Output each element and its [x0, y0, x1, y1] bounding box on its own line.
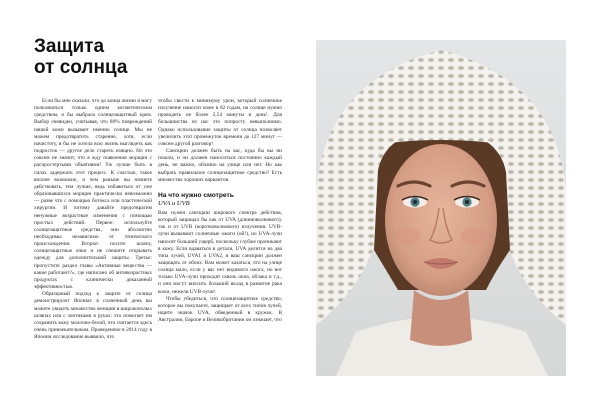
paragraph: Чтобы убедиться, что солнцезащитное средство, которое вы покупаете, защищает от всех типов лучей, ищите значок UVA, обведенный в кружок. В Австралии, Европе и Великобритании он означает, что [158, 295, 282, 324]
text-column-1 [34, 98, 152, 398]
title-line-1: Защита [34, 36, 105, 57]
portrait-photo [316, 40, 566, 376]
title-line-2: от солнца [34, 57, 128, 78]
right-cheek [461, 228, 487, 244]
section-heading: На что нужно смотреть [158, 191, 234, 199]
paragraph: Образцовый подход к защите от солнца демонстрируют Японки: в солнечный день вы можете увидеть множество женщин в широкополых шляпах или с зонтиками в руках: это помогает им сохранить кожу молочно-белой, что считается здесь очень привлекательным. Проведенное в 2014 году в Японии исследование выявило, что [34, 291, 152, 341]
section-subheading: UVA и UVB [158, 199, 190, 207]
face [385, 144, 497, 296]
left-cheek [395, 228, 421, 244]
paragraph: Если бы мне сказали, что до конца жизни я могу пользоваться только одним косметическим средством, я бы выбрала солнцезащитный крем. Выбор очевиден, учитывая, что 80% повреждений нашей кожи вызывает именно солнце. Мы не можем предотвратить старение, хотя, если начистоту, я бы не хотела всю жизнь выглядеть как подросток — другое дело стареть изящно. Но это совсем не значит, что я жду появления морщин с распростертыми объятиями! Уж лучше быть в силах задержать этот процесс. К счастью, такое вполне возможно, и чем раньше вы начнете действовать, тем лучше, ведь избавиться от уже образовавшихся морщин практически невозможно — разве что с помощью ботокса или пластической хирургии. И потому давайте предотвратим ненужные возрастные изменения с помощью простых действий. Первое: используйте солнцезащитные средства, они абсолютно необходимы независимо от этнического происхождения. Второе: носите шляпу, солнцезащитные очки и не спешите открывать одежду для дополнительной защиты. Третье: пропустите раздел главы «Активные вещества — какие работают?», где написано об антивозрастных продуктах с клинически доказанной эффективностью. [34, 98, 152, 291]
text-column-2 [158, 98, 282, 398]
portrait-illustration [316, 40, 566, 376]
paragraph: Санскрин должен быть на вас, куда бы вы ни пошли, и он должен наноситься постоянно каждый день, не важно, облачно на улице или нет. Но как выбрать правильное солнцезащитное средство? Есть множество хороших вариантов. [158, 148, 282, 183]
paragraph: Вам нужен санскрин широкого спектра действия, который защищал бы как от UVA (длинноволнового), так и от UVB (коротковолнового) излучения. UVB-лучи вызывают солнечные ожоги (ой!), но UVA-лучи наносят больший ущерб, поскольку глубже проникают в кожу. Если вдаваться в детали, UVA делится на два типа лучей, UVA1 и UVA2, и ваш санскрин должен защищать от обоих. Вам может казаться, что на улице солнца мало, если у вас нет видимого ожога, но вот только UVA-лучи проходят сквозь окна, облака и т.д., и они могут вносить больший вклад в развитие рака кожи, нежели UVB-лучи². [158, 209, 282, 295]
page-title [34, 36, 127, 78]
paragraph: чтобы свести к минимуму урон, который солнечное излучение наносит коже в 82 годам, на солнце нужно проводить не более 2,54 минуты в день¹. Для большинства из нас это попросту невыполнимо. Однако использование защиты от солнца позволяет увеличить этот промежуток времени до 127 минут — совсем другой разговор! [158, 98, 282, 147]
